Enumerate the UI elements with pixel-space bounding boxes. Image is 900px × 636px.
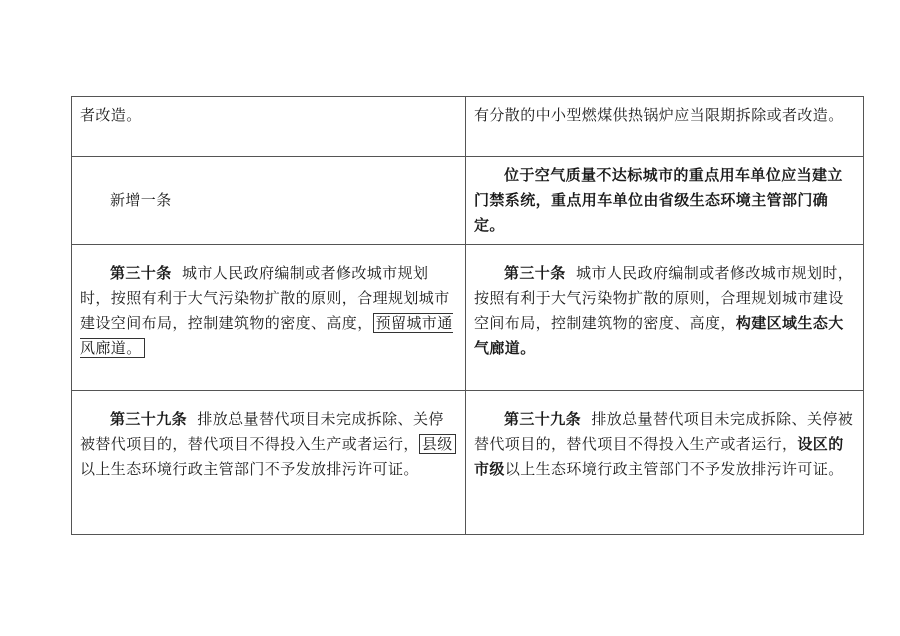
article-paragraph — [80, 407, 457, 482]
article-text: 城市人民政府编制或者修改城市规划时，按照有利于大气污染物扩散的原则，合理规划城市建设空间布局，控制建筑物的密度、高度， — [474, 264, 854, 332]
original-text-cell — [72, 391, 466, 535]
article-number: 第三十九条 — [110, 410, 188, 428]
table-row — [72, 97, 864, 157]
article-text: 城市人民政府编制或者修改城市规划时，按照有利于大气污染物扩散的原则，合理规划城市建设空间布局，控制建筑物的密度、高度， — [80, 264, 450, 332]
article-paragraph — [474, 261, 855, 361]
article-text: 排放总量替代项目未完成拆除、关停被替代项目的，替代项目不得投入生产或者运行， — [80, 410, 444, 453]
revised-text-cell — [466, 157, 864, 245]
article-number: 第三十九条 — [504, 410, 582, 428]
revised-text-bold: 构建区域生态大气廊道。 — [474, 314, 844, 357]
article-number: 第三十条 — [110, 264, 172, 282]
table-row — [72, 157, 864, 245]
revised-text-cell — [466, 97, 864, 157]
table-row — [72, 391, 864, 535]
revised-text-bold: 设区的市级 — [474, 435, 844, 478]
revised-text-cell — [466, 245, 864, 391]
revised-text-cell — [466, 391, 864, 535]
original-text-cell — [72, 245, 466, 391]
new-article-label: 新增一条 — [110, 191, 172, 209]
cell-text: 者改造。 — [80, 106, 142, 124]
original-text-cell — [72, 97, 466, 157]
comparison-table — [71, 96, 864, 535]
cell-text: 位于空气质量不达标城市的重点用车单位应当建立门禁系统，重点用车单位由省级生态环境主管部门确定。 — [474, 166, 843, 234]
cell-text: 有分散的中小型燃煤供热锅炉应当限期拆除或者改造。 — [474, 106, 844, 124]
article-text-tail: 以上生态环境行政主管部门不予发放排污许可证。 — [504, 460, 844, 478]
table-row — [72, 245, 864, 391]
article-number: 第三十条 — [504, 264, 566, 282]
article-paragraph — [80, 261, 457, 361]
article-paragraph — [474, 407, 855, 482]
original-text-cell — [72, 157, 466, 245]
deleted-text-box: 县级 — [419, 434, 456, 454]
article-text: 排放总量替代项目未完成拆除、关停被替代项目的，替代项目不得投入生产或者运行， — [474, 410, 854, 453]
deleted-text-box: 预留城市通风廊道。 — [80, 314, 453, 357]
article-text-tail: 以上生态环境行政主管部门不予发放排污许可证。 — [80, 460, 419, 478]
